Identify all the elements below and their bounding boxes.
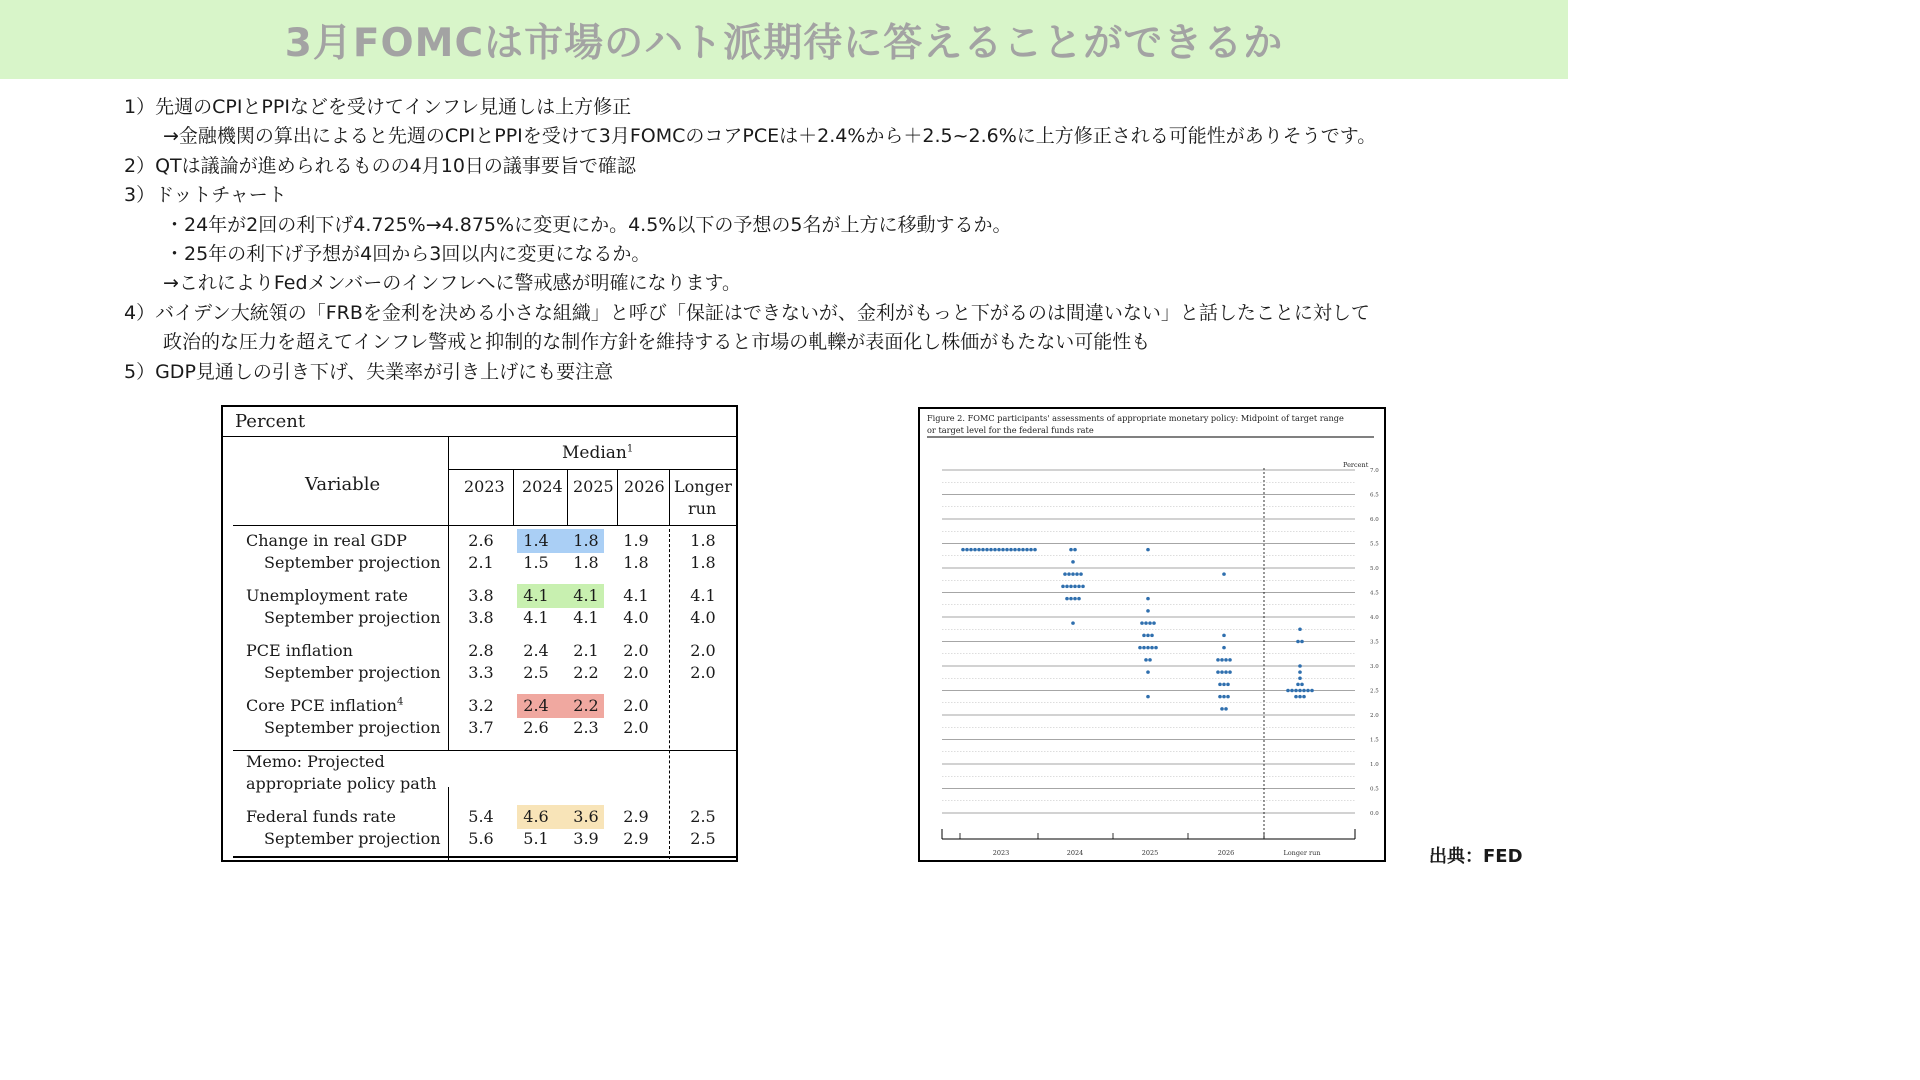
participant-dot <box>1154 646 1158 650</box>
participant-dot <box>1144 658 1148 662</box>
table-cell: 2.9 <box>623 829 649 848</box>
participant-dot <box>1061 585 1065 589</box>
table-cell: 2.1 <box>573 641 599 660</box>
table-cell: 3.2 <box>468 696 494 715</box>
figure-caption-1: Figure 2. FOMC participants' assessments of appropriate monetary policy: Midpoint of target range <box>927 413 1344 423</box>
participant-dot <box>1218 695 1222 699</box>
participant-dot <box>1150 646 1154 650</box>
participant-dot <box>1220 658 1224 662</box>
table-cell: 1.8 <box>623 553 649 572</box>
participant-dot <box>1300 640 1304 644</box>
table-cell: 2.1 <box>468 553 494 572</box>
participant-dot <box>1021 548 1025 552</box>
table-cell: 1.8 <box>690 531 716 550</box>
y-tick-label: 1.5 <box>1370 737 1379 744</box>
y-tick-label: 0.5 <box>1370 786 1379 793</box>
row-september-label: September projection <box>264 663 441 682</box>
table-cell: 1.5 <box>523 553 549 572</box>
table-cell: 2.0 <box>623 663 649 682</box>
table-cell: 2.0 <box>623 641 649 660</box>
participant-dot <box>1302 695 1306 699</box>
year-2024: 2024 <box>522 477 563 496</box>
participant-dot <box>961 548 965 552</box>
year-2025: 2025 <box>573 477 614 496</box>
median-header: Median$^1$ <box>562 443 634 463</box>
source-note: 出典：FED <box>1429 846 1523 867</box>
table-cell: 4.1 <box>690 586 716 605</box>
participant-dot <box>1065 585 1069 589</box>
table-cell: 3.6 <box>573 807 599 826</box>
table-cell: 3.3 <box>468 663 494 682</box>
table-cell: 4.1 <box>573 608 599 627</box>
participant-dot <box>1146 609 1150 613</box>
participant-dot <box>1069 548 1073 552</box>
table-cell: 5.6 <box>468 829 494 848</box>
participant-dot <box>1298 627 1302 631</box>
year-longer: Longer <box>674 477 732 496</box>
table-cell: 2.6 <box>523 718 549 737</box>
row-september-label: September projection <box>264 553 441 572</box>
x-tick-label: 2023 <box>992 849 1010 857</box>
percent-axis-label: Percent <box>1343 461 1369 469</box>
row-label: PCE inflation <box>246 641 353 660</box>
year-2026: 2026 <box>624 477 665 496</box>
table-cell: 1.8 <box>573 531 599 550</box>
table-cell: 3.8 <box>468 608 494 627</box>
participant-dot <box>965 548 969 552</box>
table-cell: 2.9 <box>623 807 649 826</box>
participant-dot <box>1148 658 1152 662</box>
table-cell: 4.1 <box>573 586 599 605</box>
participant-dot <box>1228 658 1232 662</box>
point-3-sub-b: ・25年の利下げ予想が4回から3回以内に変更になるか。 <box>165 243 651 266</box>
participant-dot <box>1142 634 1146 638</box>
participant-dot <box>1077 585 1081 589</box>
participant-dot <box>1001 548 1005 552</box>
participant-dot <box>1144 621 1148 625</box>
table-cell: 2.4 <box>523 641 549 660</box>
table-cell: 2.6 <box>468 531 494 550</box>
participant-dot <box>1220 707 1224 711</box>
participant-dot <box>1148 621 1152 625</box>
year-run: run <box>688 499 717 518</box>
participant-dot <box>1298 670 1302 674</box>
title-banner <box>0 0 1568 79</box>
table-cell: 2.5 <box>690 829 716 848</box>
participant-dot <box>1224 658 1228 662</box>
y-tick-label: 5.0 <box>1370 566 1379 572</box>
participant-dot <box>1218 683 1222 687</box>
participant-dot <box>1222 695 1226 699</box>
participant-dot <box>1067 572 1071 576</box>
table-cell: 4.1 <box>523 608 549 627</box>
y-tick-label: 2.0 <box>1370 713 1379 719</box>
x-tick-label: 2026 <box>1217 849 1235 857</box>
participant-dot <box>1077 597 1081 601</box>
participant-dot <box>1013 548 1017 552</box>
table-cell: 2.0 <box>690 641 716 660</box>
participant-dot <box>1009 548 1013 552</box>
participant-dot <box>1298 664 1302 668</box>
unit-label: Percent <box>235 411 306 432</box>
participant-dot <box>1140 621 1144 625</box>
participant-dot <box>1073 548 1077 552</box>
participant-dot <box>1298 689 1302 693</box>
participant-dot <box>1150 634 1154 638</box>
y-tick-label: 1.0 <box>1370 762 1379 768</box>
y-tick-label: 4.5 <box>1370 590 1379 597</box>
x-tick-label: 2024 <box>1066 849 1084 857</box>
y-tick-label: 6.5 <box>1370 492 1379 499</box>
y-tick-label: 3.0 <box>1370 664 1379 670</box>
point-3: 3）ドットチャート <box>124 184 287 207</box>
dot-plot-svg <box>920 409 1384 860</box>
table-cell: 2.0 <box>690 663 716 682</box>
row-label: Federal funds rate <box>246 807 396 826</box>
row-label: Core PCE inflation$^4$ <box>246 696 404 715</box>
row-label: Unemployment rate <box>246 586 409 605</box>
x-tick-label: 2025 <box>1141 849 1159 857</box>
table-cell: 4.0 <box>623 608 649 627</box>
row-september-label: September projection <box>264 829 441 848</box>
participant-dot <box>1146 597 1150 601</box>
table-cell: 1.8 <box>573 553 599 572</box>
participant-dot <box>1017 548 1021 552</box>
row-september-label: September projection <box>264 608 441 627</box>
participant-dot <box>1222 683 1226 687</box>
participant-dot <box>1065 597 1069 601</box>
y-tick-label: 4.0 <box>1370 615 1379 621</box>
table-cell: 4.6 <box>523 807 549 826</box>
participant-dot <box>1216 670 1220 674</box>
y-tick-label: 3.5 <box>1370 639 1379 646</box>
participant-dot <box>969 548 973 552</box>
point-4: 4）バイデン大統領の「FRBを金利を決める小さな組織」と呼び「保証はできないが、金利がもっと下がるのは間違いない」と話したことに対して <box>124 301 1370 324</box>
table-cell: 2.5 <box>690 807 716 826</box>
participant-dot <box>1224 707 1228 711</box>
memo-line-1: Memo: Projected <box>246 752 385 771</box>
bullet-points <box>124 93 1544 387</box>
table-cell: 5.1 <box>523 829 549 848</box>
participant-dot <box>1300 683 1304 687</box>
table-cell: 3.8 <box>468 586 494 605</box>
dot-plot-figure <box>918 407 1386 862</box>
table-cell: 1.8 <box>690 553 716 572</box>
participant-dot <box>1310 689 1314 693</box>
point-3-detail: →これによりFedメンバーのインフレへに警戒感が明確になります。 <box>163 272 741 295</box>
participant-dot <box>1069 585 1073 589</box>
table-cell: 3.9 <box>573 829 599 848</box>
y-tick-label: 5.5 <box>1370 541 1379 548</box>
participant-dot <box>1081 585 1085 589</box>
row-label: Change in real GDP <box>246 531 407 550</box>
participant-dot <box>1296 683 1300 687</box>
participant-dot <box>981 548 985 552</box>
point-5: 5）GDP見通しの引き下げ、失業率が引き上げにも要注意 <box>124 360 614 383</box>
participant-dot <box>989 548 993 552</box>
participant-dot <box>1005 548 1009 552</box>
participant-dot <box>1069 597 1073 601</box>
year-2023: 2023 <box>464 477 505 496</box>
projections-table <box>221 405 738 862</box>
participant-dot <box>1226 683 1230 687</box>
participant-dot <box>1220 670 1224 674</box>
participant-dot <box>1228 670 1232 674</box>
table-cell: 1.4 <box>523 531 549 550</box>
participant-dot <box>1222 572 1226 576</box>
table-cell: 2.8 <box>468 641 494 660</box>
point-2: 2）QTは議論が進められるものの4月10日の議事要旨で確認 <box>124 154 636 177</box>
table-cell: 1.9 <box>623 531 649 550</box>
participant-dot <box>1286 689 1290 693</box>
participant-dot <box>1290 689 1294 693</box>
participant-dot <box>1216 658 1220 662</box>
participant-dot <box>1152 621 1156 625</box>
participant-dot <box>1306 689 1310 693</box>
participant-dot <box>1226 695 1230 699</box>
table-cell: 4.0 <box>690 608 716 627</box>
table-cell: 2.2 <box>573 696 599 715</box>
point-4-cont: 政治的な圧力を超えてインフレ警戒と抑制的な制作方針を維持すると市場の軋轢が表面化し株価がもたない可能性も <box>163 331 1151 354</box>
participant-dot <box>1302 689 1306 693</box>
y-tick-label: 2.5 <box>1370 688 1379 695</box>
variable-header: Variable <box>305 474 381 495</box>
participant-dot <box>1138 646 1142 650</box>
table-cell: 2.3 <box>573 718 599 737</box>
table-cell: 2.0 <box>623 696 649 715</box>
participant-dot <box>1073 597 1077 601</box>
participant-dot <box>1146 634 1150 638</box>
row-september-label: September projection <box>264 718 441 737</box>
y-tick-label: 7.0 <box>1370 468 1379 474</box>
table-cell: 4.1 <box>523 586 549 605</box>
point-1: 1）先週のCPIとPPIなどを受けてインフレ見通しは上方修正 <box>124 96 632 118</box>
participant-dot <box>1071 560 1075 564</box>
page-title: 3月FOMCは市場のハト派期待に答えることができるか <box>284 20 1284 66</box>
participant-dot <box>985 548 989 552</box>
participant-dot <box>1146 670 1150 674</box>
participant-dot <box>1071 621 1075 625</box>
participant-dot <box>977 548 981 552</box>
participant-dot <box>1222 646 1226 650</box>
participant-dot <box>1294 689 1298 693</box>
participant-dot <box>1142 646 1146 650</box>
x-tick-label: Longer run <box>1283 849 1321 857</box>
participant-dot <box>1075 572 1079 576</box>
participant-dot <box>973 548 977 552</box>
participant-dot <box>1025 548 1029 552</box>
participant-dot <box>993 548 997 552</box>
point-3-sub-a: ・24年が2回の利下げ4.725%→4.875%に変更にか。4.5%以下の予想の5名が上方に移動するか。 <box>165 213 1012 236</box>
participant-dot <box>997 548 1001 552</box>
participant-dot <box>1224 670 1228 674</box>
participant-dot <box>1294 695 1298 699</box>
participant-dot <box>1071 572 1075 576</box>
table-cell: 2.0 <box>623 718 649 737</box>
participant-dot <box>1146 695 1150 699</box>
table-cell: 3.7 <box>468 718 494 737</box>
table-cell: 2.2 <box>573 663 599 682</box>
table-cell: 4.1 <box>623 586 649 605</box>
table-cell: 2.5 <box>523 663 549 682</box>
y-tick-label: 6.0 <box>1370 517 1379 523</box>
participant-dot <box>1079 572 1083 576</box>
participant-dot <box>1063 572 1067 576</box>
participant-dot <box>1298 676 1302 680</box>
figure-caption-2: or target level for the federal funds rate <box>927 425 1094 435</box>
participant-dot <box>1222 634 1226 638</box>
table-cell: 5.4 <box>468 807 494 826</box>
participant-dot <box>1033 548 1037 552</box>
participant-dot <box>1029 548 1033 552</box>
memo-line-2: appropriate policy path <box>246 774 437 793</box>
participant-dot <box>1146 646 1150 650</box>
y-tick-label: 0.0 <box>1370 811 1379 817</box>
participant-dot <box>1296 640 1300 644</box>
point-1-detail: →金融機関の算出によると先週のCPIとPPIを受けて3月FOMCのコアPCEは＋2.4%から＋2.5~2.6%に上方修正される可能性がありそうです。 <box>163 125 1377 148</box>
table-cell: 2.4 <box>523 696 549 715</box>
participant-dot <box>1146 548 1150 552</box>
participant-dot <box>1298 695 1302 699</box>
participant-dot <box>1073 585 1077 589</box>
